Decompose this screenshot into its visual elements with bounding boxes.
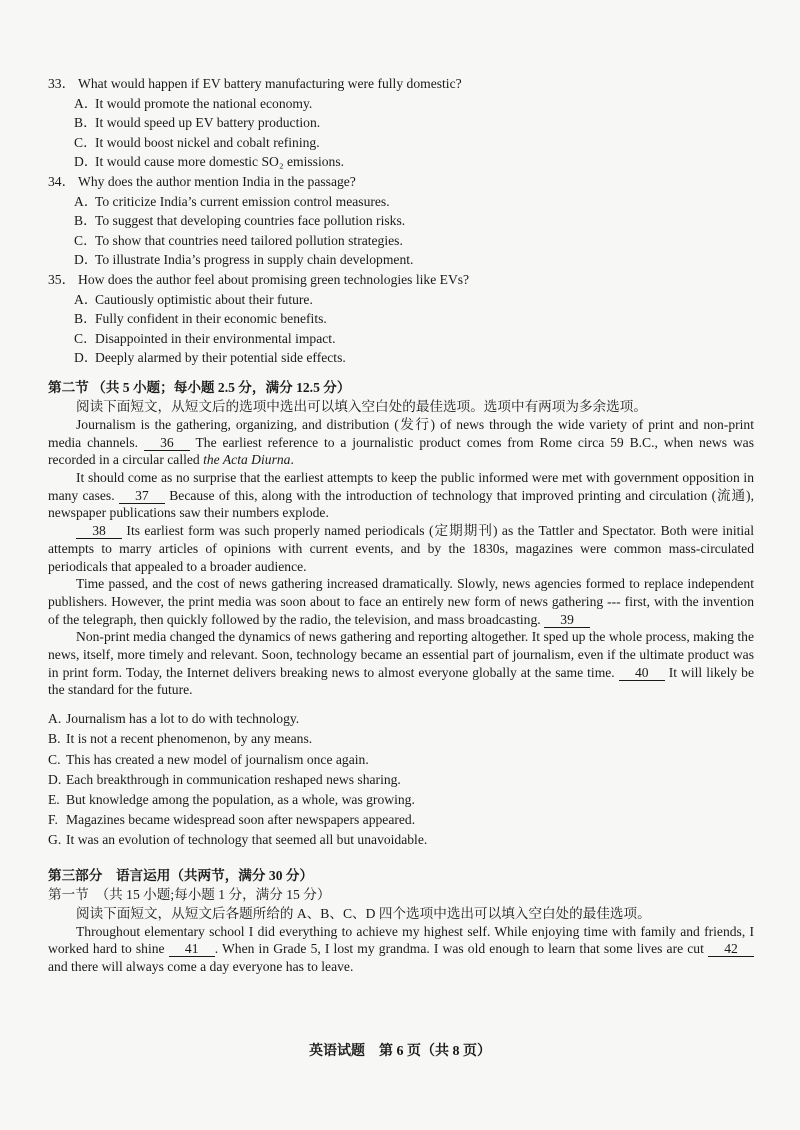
answer-choices [48,709,754,850]
option-b [48,113,754,133]
option-b [48,309,754,329]
question-stem: What would happen if EV battery manufacturing were fully domestic? [78,76,462,91]
option-text: It would speed up EV battery production. [95,115,321,131]
paragraph-text: Throughout elementary school I did everything to achieve my highest self. While enjoying time with family and friends, I worked hard to shine [48,923,754,957]
choice-text: It was an evolution of technology that seemed all but unavoidable. [66,832,428,848]
option-text: To criticize India’s current emission control measures. [95,193,390,209]
choice-letter: C. [48,751,61,767]
option-d [48,250,754,270]
paragraph-text: The earliest reference to a journalistic product comes from Rome circa 59 B.C., when news was recorded in a circular called [48,434,754,468]
section-subheading: 第一节 （共 15 小题;每小题 1 分，满分 15 分） [48,886,331,902]
option-c [48,329,754,349]
question-number: 35． [48,271,76,287]
page-footer: 英语试题 第 6 页（共 8 页） [309,1044,491,1059]
option-letter: D． [74,154,98,170]
question-35 [48,270,754,368]
choice-text: Each breakthrough in communication reshaped news sharing. [66,771,401,787]
option-c [48,231,754,251]
option-letter: B． [74,115,97,131]
option-letter: D． [74,252,98,268]
choice-g[interactable] [48,830,754,850]
option-letter: B． [74,311,97,327]
option-text: To illustrate India’s progress in supply chain development. [95,252,414,268]
option-a [48,94,754,114]
option-a [48,192,754,212]
paragraph-text: Its earliest form was such properly named periodicals (定期期刊) as the Tattler and Spectator. Both were initial attempts to marry articles of opinions with current events, and by the 1830s, magazines were common mass-circulated periodicals that appealed to a broader audience. [48,523,754,574]
choice-letter: D. [48,771,62,787]
option-text: Fully confident in their economic benefits. [95,311,327,327]
option-b [48,211,754,231]
passage-paragraph-3 [48,522,754,575]
paragraph-text: Journalism is the gathering, organizing, and distribution (发行) of news through the wide variety of print and non-print media channels. [48,416,754,450]
part-heading: 第三部分 语言运用（共两节，满分 30 分） [48,867,314,883]
paragraph-text: It should come as no surprise that the earliest attempts to keep the public informed were met with government opposition in many cases. [48,470,754,503]
choice-letter: B. [48,731,61,747]
option-letter: A． [74,95,98,111]
option-letter: A． [74,291,98,307]
section-heading: 第二节 （共 5 小题；每小题 2.5 分，满分 12.5 分） [48,379,351,395]
section-instruction: 阅读下面短文，从短文后的选项中选出可以填入空白处的最佳选项。选项中有两项为多余选项。 [76,398,647,414]
passage-paragraph-2 [48,469,754,522]
choice-b[interactable] [48,729,754,749]
passage-paragraph [48,923,754,976]
paragraph-text: . When in Grade 5, I lost my grandma. I was old enough to learn that some lives are cut [214,941,704,957]
choice-text: It is not a recent phenomenon, by any means. [66,731,313,747]
blank-40[interactable]: 40 [619,666,665,681]
question-stem: How does the author feel about promising green technologies like EVs? [78,271,470,287]
choice-letter: G. [48,832,62,848]
choice-letter: A. [48,711,62,727]
passage-paragraph-1 [48,416,754,469]
option-text: To show that countries need tailored pollution strategies. [95,232,403,248]
paragraph-text: . [290,452,294,468]
choice-f[interactable] [48,810,754,830]
blank-37[interactable]: 37 [119,489,165,504]
choice-d[interactable] [48,770,754,790]
option-d [48,348,754,368]
blank-36[interactable]: 36 [144,436,190,451]
option-letter: C． [74,330,97,346]
choice-text: This has created a new model of journalism once again. [66,751,369,767]
option-text: Disappointed in their environmental impact. [95,330,336,346]
option-c [48,133,754,153]
choice-c[interactable] [48,750,754,770]
paragraph-text: It will likely be the standard for the future. [48,664,755,698]
blank-38[interactable]: 38 [76,524,122,539]
option-text: To suggest that developing countries face pollution risks. [95,213,406,229]
question-stem: Why does the author mention India in the passage? [78,173,356,189]
option-letter: B． [74,213,97,229]
option-d [48,152,754,172]
paragraph-text: Non-print media changed the dynamics of news gathering and reporting altogether. It sped up the whole process, making the news, itself, more timely and relevant. Soon, technology became an essential part of journalism, even if the ultimate product was in print form. Today, the Internet delivers breaking news to almost everyone globally at the same time. [48,629,754,680]
option-letter: A． [74,193,98,209]
blank-39[interactable]: 39 [544,613,590,628]
choice-text: But knowledge among the population, as a whole, was growing. [66,791,415,807]
choice-text: Magazines became widespread soon after newspapers appeared. [66,812,416,828]
choice-letter: F. [48,812,58,828]
paragraph-text: Time passed, and the cost of news gathering increased dramatically. Slowly, news agencies formed to replace independent publishers. However, the print media was soon about to face an entirely new form of news gathering --- first, with the invention of the telegraph, then quickly followed by the radio, the television, and mass broadcasting. [48,576,754,627]
paragraph-text: Because of this, along with the introduction of technology that improved printing and circulation (流通), newspaper publications saw their numbers explode. [48,487,754,521]
option-a [48,290,754,310]
option-text: Deeply alarmed by their potential side effects. [95,350,346,366]
option-text: It would promote the national economy. [95,95,313,111]
choice-letter: E. [48,791,60,807]
choice-e[interactable] [48,790,754,810]
italic-title: the Acta Diurna [203,452,291,468]
option-text: It would cause more domestic SO₂ emissions. [95,154,345,170]
option-letter: C． [74,232,97,248]
question-33 [48,74,754,172]
option-letter: D． [74,350,98,366]
choice-a[interactable] [48,709,754,729]
blank-41[interactable]: 41 [169,942,215,957]
choice-text: Journalism has a lot to do with technology. [66,711,300,727]
blank-42[interactable]: 42 [708,942,754,957]
option-text: It would boost nickel and cobalt refining. [95,134,320,150]
question-34 [48,172,754,270]
section-instruction: 阅读下面短文，从短文后各题所给的 A、B、C、D 四个选项中选出可以填入空白处的最佳选项。 [76,905,651,921]
passage-paragraph-5 [48,628,754,699]
paragraph-text: and there will always come a day everyone has to leave. [48,958,354,974]
option-letter: C． [74,134,97,150]
passage-paragraph-4 [48,575,754,628]
question-number: 34． [48,173,76,189]
question-number: 33． [48,76,76,91]
option-text: Cautiously optimistic about their future. [95,291,313,307]
